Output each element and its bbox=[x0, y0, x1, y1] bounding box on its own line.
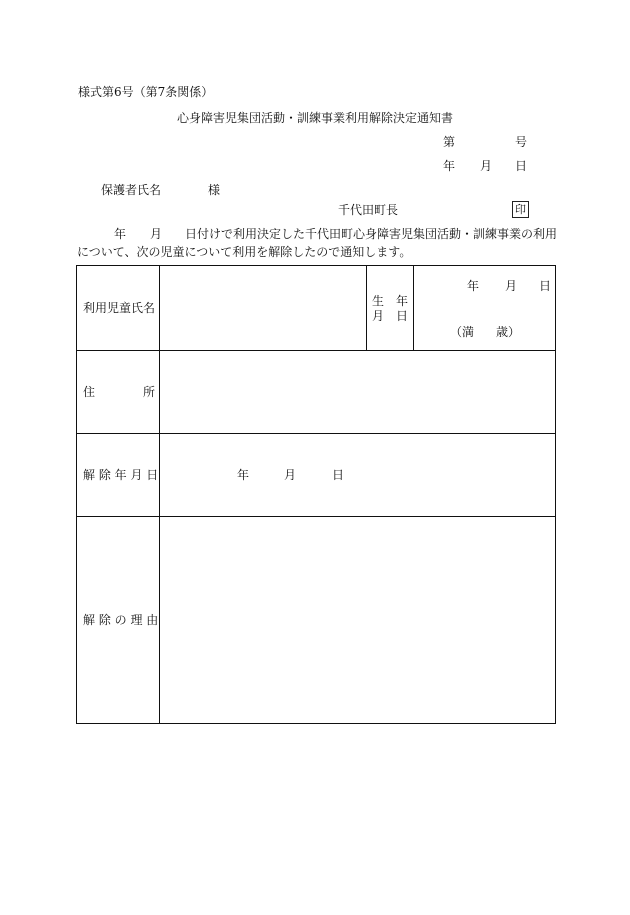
body-line-1: 日付けで利用決定した千代田町心身障害児集団活動・訓練事業の利用 bbox=[185, 227, 558, 241]
doc-number-dai: 第 bbox=[443, 135, 456, 149]
address-label-b: 所 bbox=[143, 385, 156, 399]
birth-month: 月 bbox=[505, 279, 518, 293]
birth-year: 年 bbox=[467, 279, 480, 293]
issuer-name: 千代田町長 bbox=[338, 203, 399, 217]
issue-date-month: 月 bbox=[480, 159, 493, 173]
cancel-date-year: 年 bbox=[237, 468, 250, 482]
document-title: 心身障害児集団活動・訓練事業利用解除決定通知書 bbox=[177, 111, 454, 125]
age-open: （満 bbox=[450, 325, 475, 339]
cancel-date-day: 日 bbox=[332, 468, 345, 482]
body-month: 月 bbox=[150, 227, 163, 241]
issue-date-year: 年 bbox=[443, 159, 456, 173]
recipient-honorific: 様 bbox=[208, 183, 221, 197]
cancel-date-label: 解 除 年 月 日 bbox=[83, 468, 159, 482]
doc-number-go: 号 bbox=[515, 135, 528, 149]
age-close: 歳） bbox=[496, 325, 521, 339]
body-year: 年 bbox=[114, 227, 127, 241]
birth-day: 日 bbox=[539, 279, 552, 293]
address-label-a: 住 bbox=[83, 385, 96, 399]
seal-stamp: 印 bbox=[512, 201, 529, 218]
form-number: 様式第6号（第7条関係） bbox=[78, 85, 214, 99]
birth-label-line1: 生 年 bbox=[372, 294, 409, 308]
recipient-label: 保護者氏名 bbox=[101, 183, 162, 197]
issue-date-day: 日 bbox=[515, 159, 528, 173]
cancel-date-month: 月 bbox=[284, 468, 297, 482]
birth-label-line2: 月 日 bbox=[372, 309, 409, 323]
child-name-label: 利用児童氏名 bbox=[83, 301, 156, 315]
reason-label: 解 除 の 理 由 bbox=[83, 613, 159, 627]
body-line-2: について、次の児童について利用を解除したので通知します。 bbox=[77, 245, 412, 259]
